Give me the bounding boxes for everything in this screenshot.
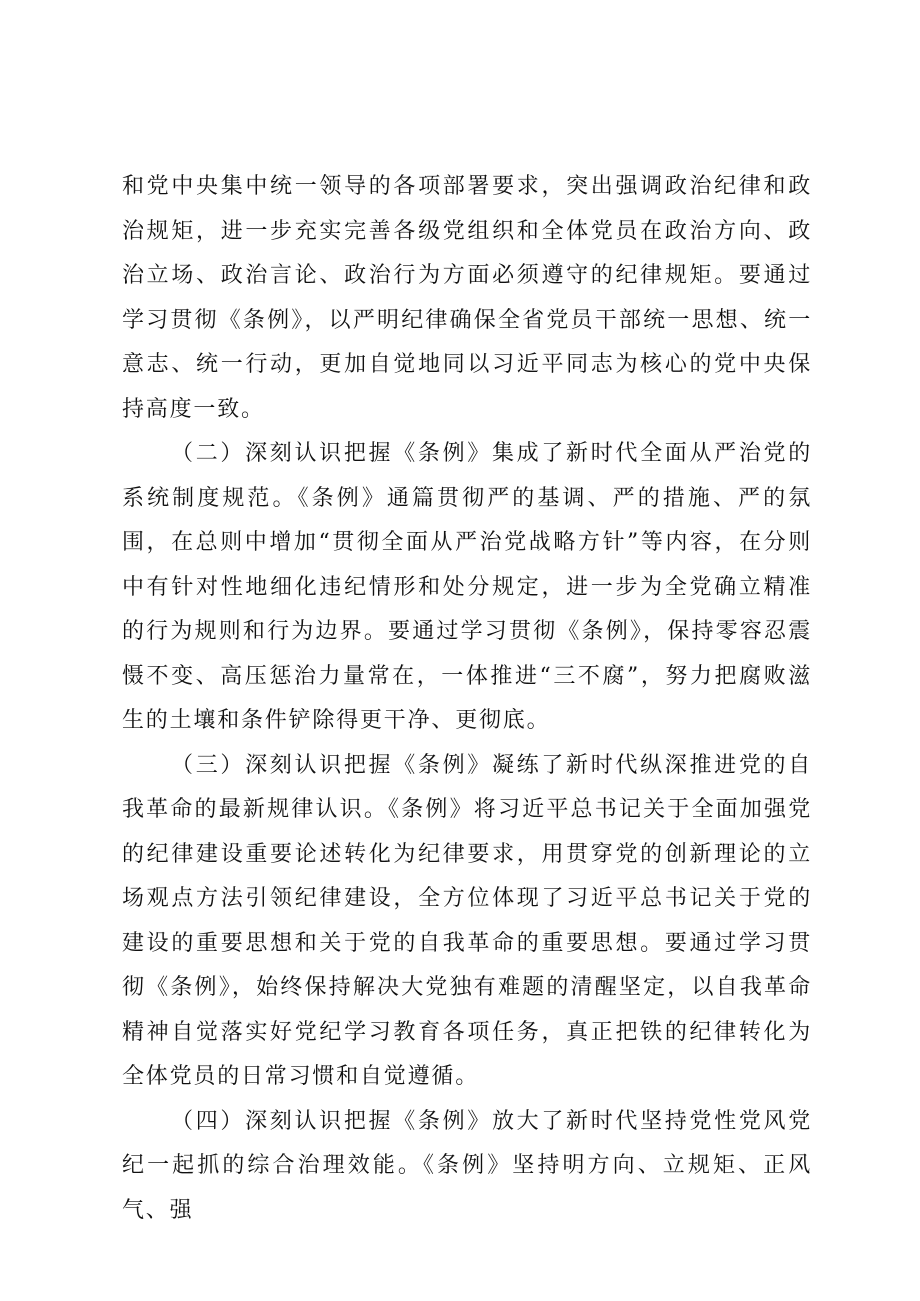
- paragraph-section-4: （四）深刻认识把握《条例》放大了新时代坚持党性党风党纪一起抓的综合治理效能。《条例》坚持明方向、立规矩、正风气、强: [122, 1108, 812, 1223]
- paragraph-section-2: （二）深刻认识把握《条例》集成了新时代全面从严治党的系统制度规范。《条例》通篇贯彻严的基调、严的措施、严的氛围，在总则中增加“贯彻全面从严治党战略方针”等内容，在分则中有针对性地细化违纪情形和处分规定，进一步为全党确立精准的行为规则和行为边界。要通过学习贯彻《条例》，保持零容忍震慑不变、高压惩治力量常在，一体推进“三不腐”，努力把腐败滋生的土壤和条件铲除得更干净、更彻底。: [122, 441, 812, 733]
- paragraph-section-3: （三）深刻认识把握《条例》凝练了新时代纵深推进党的自我革命的最新规律认识。《条例》将习近平总书记关于全面加强党的纪律建设重要论述转化为纪律要求，用贯穿党的创新理论的立场观点方法引领纪律建设，全方位体现了习近平总书记关于党的建设的重要思想和关于党的自我革命的重要思想。要通过学习贯彻《条例》，始终保持解决大党独有难题的清醒坚定，以自我革命精神自觉落实好党纪学习教育各项任务，真正把铁的纪律转化为全体党员的日常习惯和自觉遵循。: [122, 752, 812, 1089]
- document-body: [122, 165, 812, 1233]
- paragraph-continuation: 和党中央集中统一领导的各项部署要求，突出强调政治纪律和政治规矩，进一步充实完善各级党组织和全体党员在政治方向、政治立场、政治言论、政治行为方面必须遵守的纪律规矩。要通过学习贯彻《条例》，以严明纪律确保全省党员干部统一思想、统一意志、统一行动，更加自觉地同以习近平同志为核心的党中央保持高度一致。: [122, 174, 812, 422]
